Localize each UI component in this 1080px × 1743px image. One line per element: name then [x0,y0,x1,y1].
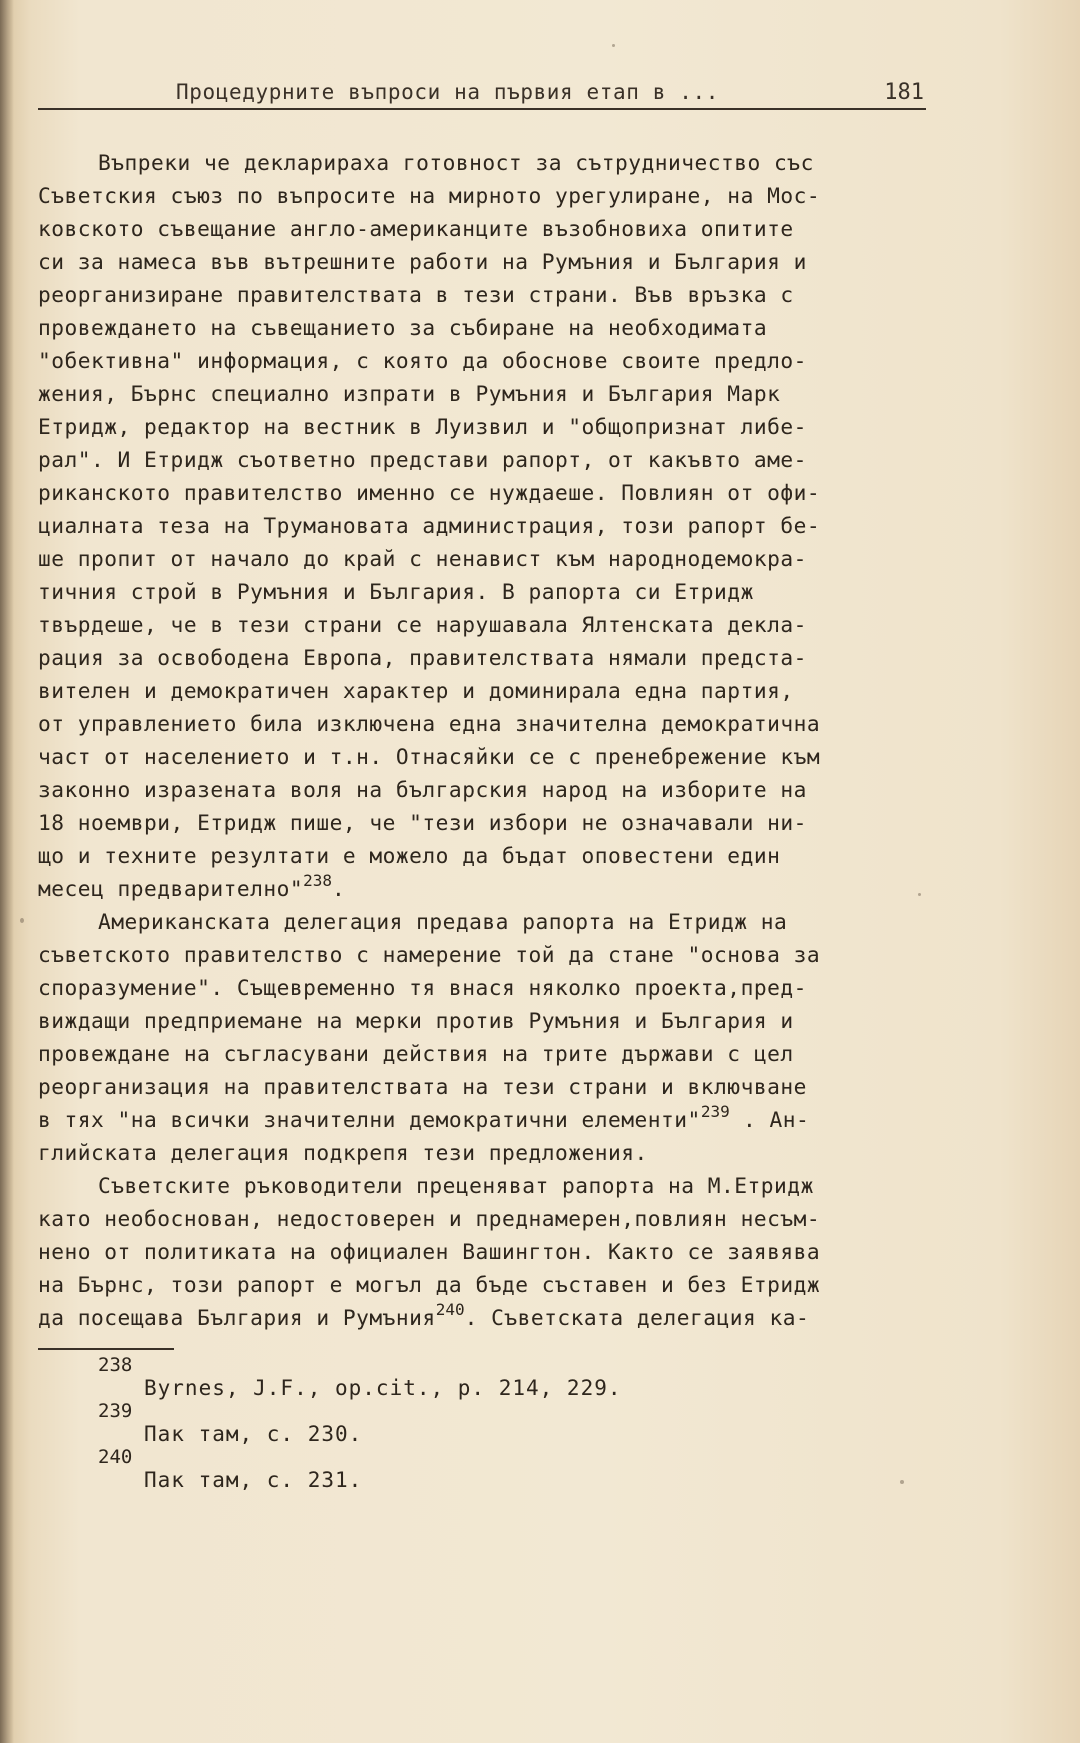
text-line [38,905,968,938]
line-text: жения, Бърнс специално изпрати в Румъния и България Марк [38,381,781,406]
line-text: що и техните резултати е можело да бъдат оповестени един [38,843,781,868]
paper-speck [900,1480,904,1484]
line-text: Въпреки че декларираха готовност за сътрудничество със [98,150,814,175]
text-line [38,1235,968,1268]
footnote-text: Пак там, с. 230. [144,1422,363,1446]
text-line [38,938,968,971]
line-text: на Бърнс, този рапорт е могъл да бъде съставен и без Етридж [38,1272,821,1297]
text-line [38,377,968,410]
line-text: вителен и демократичен характер и доминирала една партия, [38,678,794,703]
line-text-continuation: . Съветската делегация ка- [464,1305,810,1330]
line-text: провеждане на съгласувани действия на трите държави с цел [38,1041,794,1066]
footnote [98,1400,898,1446]
text-line [38,1070,968,1103]
line-text: виждащи предприемане на мерки против Румъния и България и [38,1008,794,1033]
text-line [38,740,968,773]
line-text: Съветските ръководители преценяват рапорта на М.Етридж [98,1173,814,1198]
binding-shadow [0,0,14,1743]
footnote-text: Byrnes, J.F., op.cit., p. 214, 229. [144,1376,622,1400]
line-text: законно изразената воля на българския народ на изборите на [38,777,807,802]
line-text: Етридж, редактор на вестник в Луизвил и "общопризнат либе- [38,414,807,439]
line-text: реорганизация на правителствата на тези страни и включване [38,1074,807,1099]
text-line [38,146,968,179]
text-line [38,707,968,740]
line-text: си за намеса във вътрешните работи на Румъния и България и [38,249,807,274]
footnote-number: 240 [98,1446,133,1468]
text-line [38,1004,968,1037]
line-text: "обективна" информация, с която да обоснове своите предло- [38,348,807,373]
footnote-reference: 240 [435,1300,465,1319]
text-line [38,1136,968,1169]
line-text-continuation: . [332,876,346,901]
text-line [38,443,968,476]
line-text: споразумение". Същевременно тя внася няколко проекта,пред- [38,975,807,1000]
footnote-reference: 239 [700,1102,730,1121]
text-line [38,476,968,509]
footnote-text: Пак там, с. 231. [144,1468,363,1492]
footnote-divider [38,1348,174,1350]
line-text: ше пропит от начало до край с ненавист към народнодемокра- [38,546,807,571]
text-line [38,311,968,344]
text-line [38,278,968,311]
line-text: провеждането на съвещанието за събиране на необходимата [38,315,768,340]
line-text: Американската делегация предава рапорта на Етридж на [98,909,788,934]
line-text: нено от политиката на официален Вашингтон. Както се заявява [38,1239,821,1264]
text-line [38,674,968,707]
paper-speck [20,918,24,923]
line-text: месец предварително" [38,876,304,901]
text-line [38,212,968,245]
line-text: тичния строй в Румъния и България. В рапорта си Етридж [38,579,754,604]
text-line [38,542,968,575]
footnote-number: 239 [98,1400,133,1422]
text-line [38,773,968,806]
text-line [38,839,968,872]
text-line [38,1268,968,1301]
line-text: реорганизиране правителствата в тези страни. Във връзка с [38,282,794,307]
line-text: рал". И Етридж съответно представи рапорт, от какъвто аме- [38,447,807,472]
running-header [38,78,926,110]
text-line [38,971,968,1004]
line-text: да посещава България и Румъния [38,1305,436,1330]
footnote-number: 238 [98,1354,133,1376]
line-text: Съветския съюз по въпросите на мирното урегулиране, на Мос- [38,183,821,208]
text-line [38,344,968,377]
text-line [38,1169,968,1202]
text-line [38,410,968,443]
footnote-reference: 238 [303,871,333,890]
line-text: като необоснован, недостоверен и преднамерен,повлиян несъм- [38,1206,821,1231]
paper-speck [612,44,615,47]
line-text: циалната теза на Трумановата администрация, този рапорт бе- [38,513,821,538]
line-text: съветското правителство с намерение той да стане "основа за [38,942,821,967]
line-text: част от населението и т.н. Отнасяйки се с пренебрежение към [38,744,821,769]
body-text [38,146,968,1334]
footnote [98,1354,898,1400]
line-text: от управлението била изключена една значителна демократична [38,711,821,736]
text-line [38,806,968,839]
page-number: 181 [884,80,924,105]
text-line [38,245,968,278]
line-text-continuation: . Ан- [729,1107,810,1132]
line-text: глийската делегация подкрепя тези предложения. [38,1140,648,1165]
line-text: в тях "на всички значителни демократични елементи" [38,1107,701,1132]
line-text: рация за освободена Европа, правителствата нямали предста- [38,645,807,670]
running-title: Процедурните въпроси на първия етап в ... [176,80,719,104]
text-line [38,1103,968,1136]
text-line [38,1202,968,1235]
text-line [38,872,968,905]
line-text: ковското съвещание англо-американците възобновиха опитите [38,216,794,241]
text-line [38,1037,968,1070]
text-line [38,575,968,608]
text-line [38,1301,968,1334]
text-line [38,179,968,212]
line-text: 18 ноември, Етридж пише, че "тези избори не означавали ни- [38,810,807,835]
text-line [38,641,968,674]
line-text: твърдеше, че в тези страни се нарушавала Ялтенската декла- [38,612,807,637]
footnotes [98,1354,898,1492]
paper-speck [918,893,921,896]
line-text: риканското правителство именно се нуждаеше. Повлиян от офи- [38,480,821,505]
footnote [98,1446,898,1492]
text-line [38,608,968,641]
text-line [38,509,968,542]
